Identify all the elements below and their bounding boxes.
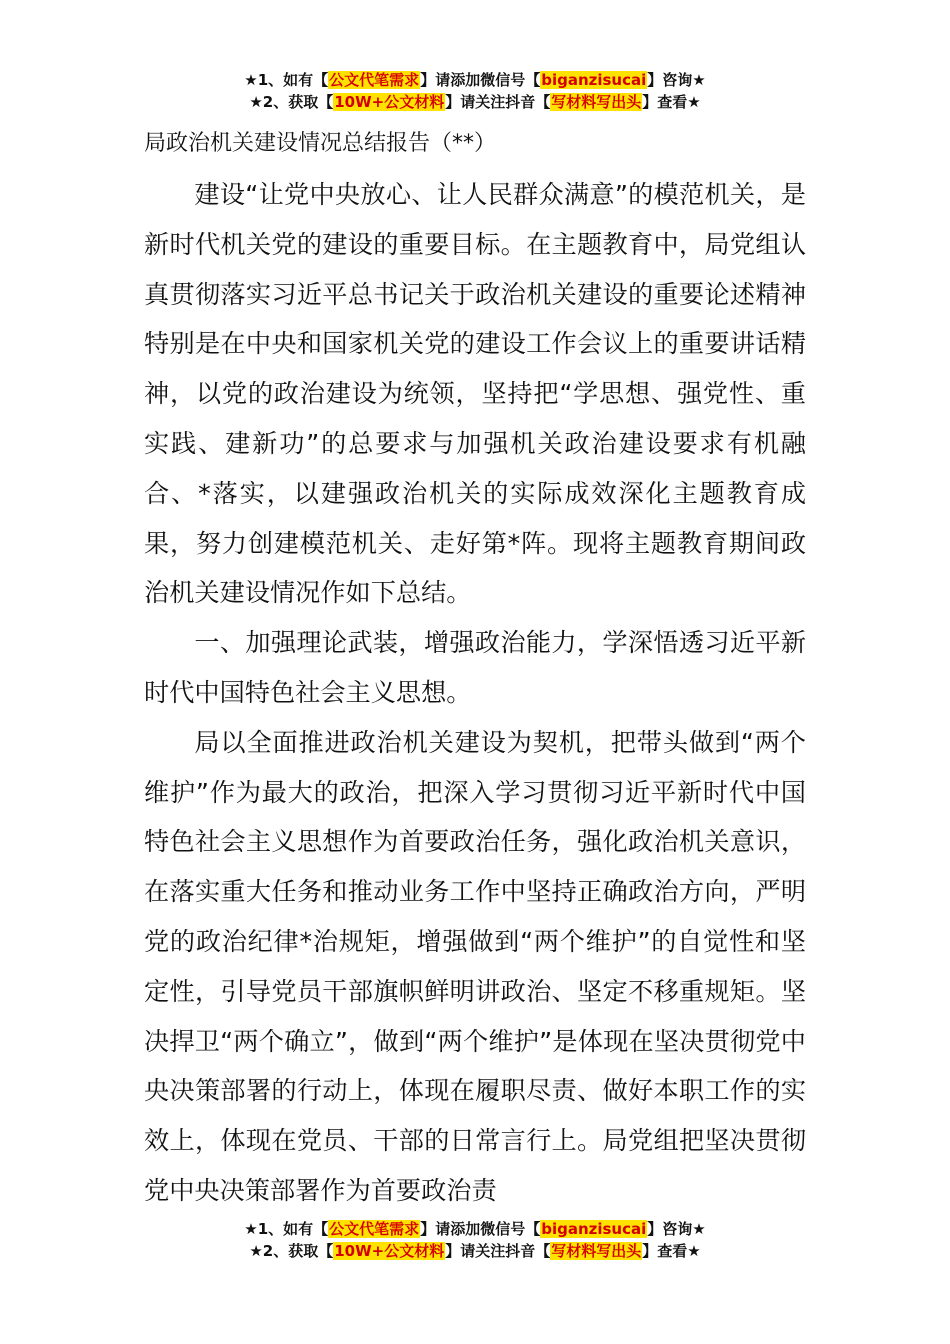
footer-ad-line-1: ★1、如有【公文代笔需求】请添加微信号【biganzisucai】咨询★ xyxy=(244,1220,706,1238)
highlight-ghostwriting: 公文代笔需求 xyxy=(329,1220,420,1238)
paragraph-intro: 建设“让党中央放心、让人民群众满意”的模范机关，是新时代机关党的建设的重要目标。在主题教育中，局党组认真贯彻落实习近平总书记关于政治机关建设的重要论述精神特别是在中央和国家机关党的建设工作会议上的重要讲话精神，以党的政治建设为统领，坚持把“学思想、强党性、重实践、建新功”的总要求与加强机关政治建设要求有机融合、*落实，以建强政治机关的实际成效深化主题教育成果，努力创建模范机关、走好第*阵。现将主题教育期间政治机关建设情况作如下总结。 xyxy=(144,180,806,608)
highlight-ghostwriting: 公文代笔需求 xyxy=(329,71,420,89)
section-heading-1: 一、加强理论武装，增强政治能力，学深悟透习近平新时代中国特色社会主义思想。 xyxy=(144,628,806,707)
highlight-douyin-account: 写材料写出头 xyxy=(551,1242,642,1260)
highlight-materials: 10W+公文材料 xyxy=(334,1242,445,1260)
highlight-materials: 10W+公文材料 xyxy=(334,93,445,111)
document-body xyxy=(144,124,806,1216)
footer-ad-line-2: ★2、获取【10W+公文材料】请关注抖音【写材料写出头】查看★ xyxy=(249,1242,701,1260)
highlight-wechat-id: biganzisucai xyxy=(541,1220,647,1238)
header-ad-line-2: ★2、获取【10W+公文材料】请关注抖音【写材料写出头】查看★ xyxy=(249,93,701,111)
header-ad-line-1: ★1、如有【公文代笔需求】请添加微信号【biganzisucai】咨询★ xyxy=(244,71,706,89)
header-ad-banner xyxy=(0,69,950,113)
paragraph-section-1: 局以全面推进政治机关建设为契机，把带头做到“两个维护”作为最大的政治，把深入学习贯彻习近平新时代中国特色社会主义思想作为首要政治任务，强化政治机关意识，在落实重大任务和推动业务工作中坚持正确政治方向，严明党的政治纪律*治规矩，增强做到“两个维护”的自觉性和坚定性，引导党员干部旗帜鲜明讲政治、坚定不移重规矩。坚决捍卫“两个确立”，做到“两个维护”是体现在坚决贯彻党中央决策部署的行动上，体现在履职尽责、做好本职工作的实效上，体现在党员、干部的日常言行上。局党组把坚决贯彻党中央决策部署作为首要政治责 xyxy=(144,727,806,1205)
highlight-douyin-account: 写材料写出头 xyxy=(551,93,642,111)
highlight-wechat-id: biganzisucai xyxy=(541,71,647,89)
footer-ad-banner xyxy=(0,1218,950,1262)
document-title: 局政治机关建设情况总结报告（**） xyxy=(144,131,497,156)
